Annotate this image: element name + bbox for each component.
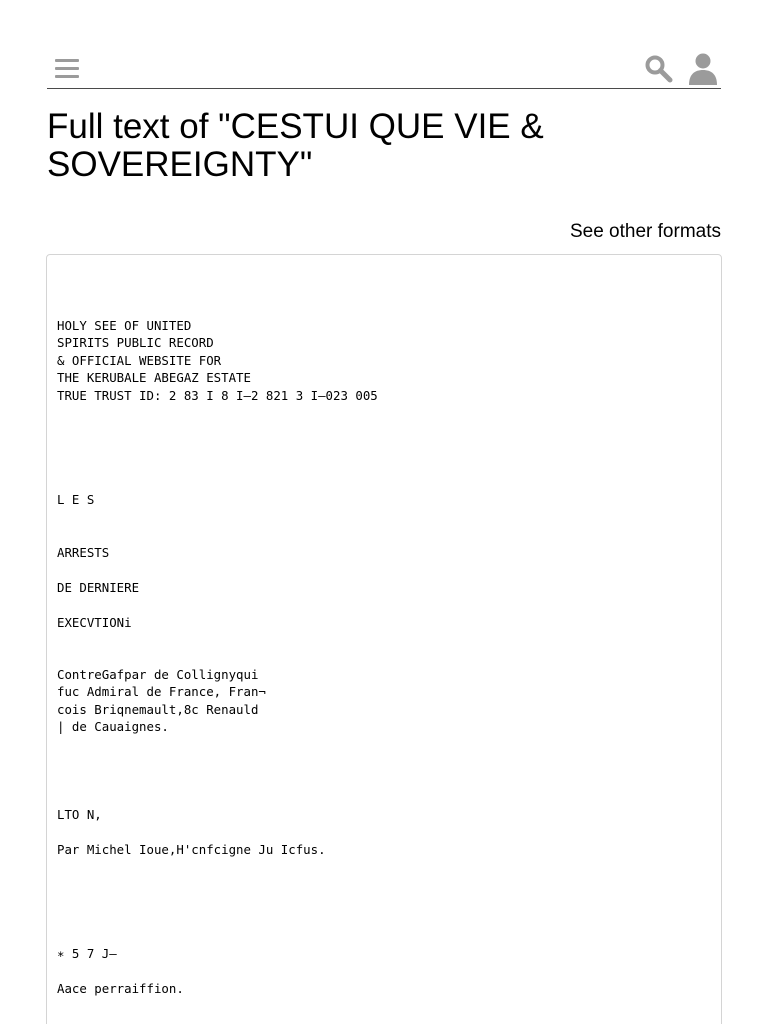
user-icon[interactable]: [687, 52, 719, 86]
menu-line: [55, 67, 79, 70]
menu-line: [55, 59, 79, 62]
see-other-formats-link[interactable]: See other formats: [569, 221, 721, 242]
page-title: Full text of "CESTUI QUE VIE & SOVEREIGNTY": [47, 107, 544, 184]
menu-line: [55, 75, 79, 78]
top-navigation-bar: [47, 48, 721, 89]
full-text-container: [46, 254, 722, 1024]
full-text-content: HOLY SEE OF UNITED SPIRITS PUBLIC RECORD & OFFICIAL WEBSITE FOR THE KERUBALE ABEGAZ ESTATE TRUE TRUST ID: 2 83 I 8 I—2 821 3 I—023 005 L E S ARRESTS DE DERNIERE EXECVTIONi ContreGafpar de Collignyqui fuc Admiral de France, Fran¬ cois Briqnemault,8c Renauld | de Cauaignes. LTO N, Par Michel Ioue,H'cnfcigne Ju Icfus. ∗ 5 7 J— Aace perraiffion.: [57, 317, 378, 997]
hamburger-menu-icon[interactable]: [55, 58, 79, 80]
search-icon[interactable]: [644, 54, 674, 84]
